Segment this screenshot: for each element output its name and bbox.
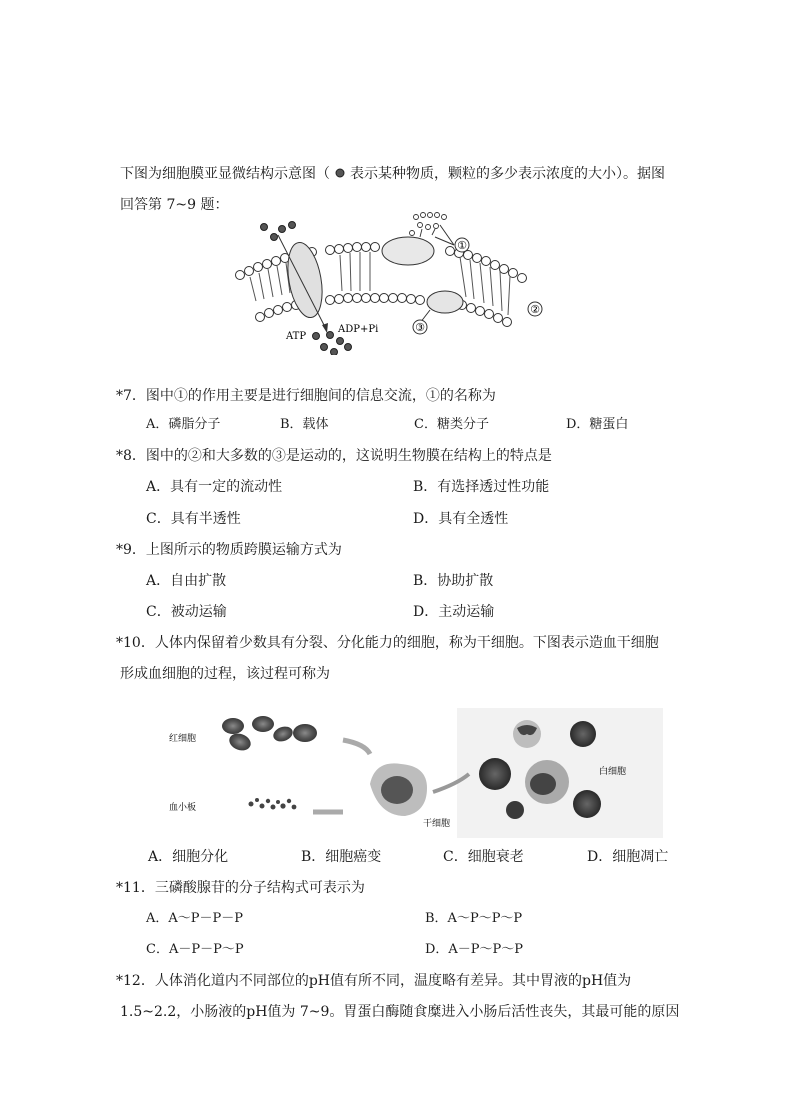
embedded-protein [427,291,463,313]
q7-option-c[interactable]: C．糖类分子 [414,417,489,432]
label-3: ③ [415,321,425,334]
q11-option-b[interactable]: B．A～P～P～P [425,911,523,926]
q9-option-a[interactable]: A．自由扩散 [146,573,227,589]
question-12-stem-line-1: *12．人体消化道内不同部位的pH值有所不同，温度略有差异。其中胃液的pH值为 [116,973,632,989]
cell-membrane-diagram [230,205,550,355]
hematopoiesis-diagram [165,704,665,840]
q9-option-c[interactable]: C．被动运输 [146,604,227,620]
red-blood-cells [222,716,317,753]
q10-option-c[interactable]: C．细胞衰老 [443,849,524,865]
q8-option-a[interactable]: A．具有一定的流动性 [146,479,283,495]
glycoprotein [382,237,434,265]
adp-label: ADP+Pi [338,324,379,335]
question-9-stem: *9．上图所示的物质跨膜运输方式为 [116,542,342,558]
stem-cell-label: 干细胞 [423,819,451,829]
question-12-stem-line-2: 1.5~2.2，小肠液的pH值为 7~9。胃蛋白酶随食糜进入小肠后活性丧失，其最可能的原因 [120,1004,680,1020]
q7-option-d[interactable]: D．糖蛋白 [566,417,629,432]
rbc-label: 红细胞 [169,734,197,744]
label-2: ② [530,303,540,316]
intro-line-1 [120,167,665,181]
q11-option-a[interactable]: A．A～P－P－P [146,911,244,926]
q8-option-d[interactable]: D．具有全透性 [413,511,509,527]
carrier-protein [283,240,328,320]
q7-option-a[interactable]: A．磷脂分子 [146,417,221,432]
q10-option-d[interactable]: D．细胞凋亡 [587,849,669,865]
q8-option-c[interactable]: C．具有半透性 [146,511,241,527]
intro-text-b: 表示某种物质，颗粒的多少表示浓度的大小）。据图 [350,166,665,182]
q10-option-b[interactable]: B．细胞癌变 [301,849,382,865]
platelets [249,798,297,810]
particles-outside [261,222,296,241]
intro-line-2: 回答第 7~9 题： [120,197,229,213]
q9-option-d[interactable]: D．主动运输 [413,604,495,620]
stem-cell [370,763,427,816]
q9-option-b[interactable]: B．协助扩散 [413,573,494,589]
wbc-label: 白细胞 [599,767,627,777]
q8-option-b[interactable]: B．有选择透过性功能 [413,479,550,495]
q10-option-a[interactable]: A．细胞分化 [148,849,229,865]
atp-label: ATP [286,331,307,342]
q11-option-d[interactable]: D．A－P～P～P [425,942,524,957]
question-7-stem: *7．图中①的作用主要是进行细胞间的信息交流，①的名称为 [116,388,496,404]
sugar-chain [410,213,447,238]
particle-icon [334,167,346,179]
q11-option-c[interactable]: C．A－P－P～P [146,942,244,957]
intro-text-a: 下图为细胞膜亚显微结构示意图（ [120,166,330,182]
label-1: ① [457,239,467,252]
question-8-stem: *8．图中的②和大多数的③是运动的，这说明生物膜在结构上的特点是 [116,448,552,464]
q7-option-b[interactable]: B．载体 [280,417,329,432]
question-10-stem-line-1: *10．人体内保留着少数具有分裂、分化能力的细胞，称为干细胞。下图表示造血干细胞 [116,635,659,651]
question-11-stem: *11．三磷酸腺苷的分子结构式可表示为 [116,880,365,896]
platelet-label: 血小板 [169,803,197,813]
question-10-stem-line-2: 形成血细胞的过程，该过程可称为 [120,666,330,682]
particles-inside [313,332,352,356]
